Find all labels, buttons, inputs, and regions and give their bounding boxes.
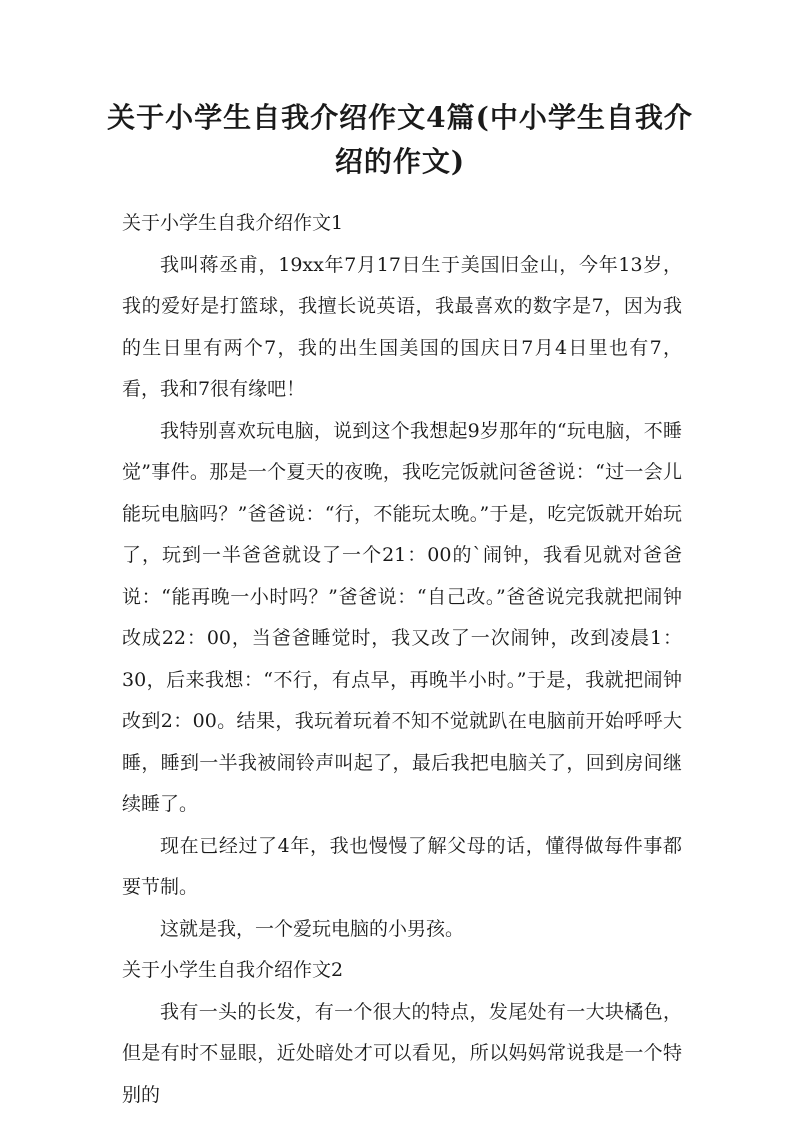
document-title: 关于小学生自我介绍作文4篇(中小学生自我介绍的作文) (107, 101, 693, 178)
paragraph: 现在已经过了4年，我也慢慢了解父母的话，懂得做每件事都要节制。 (122, 834, 682, 898)
paragraph: 这就是我，一个爱玩电脑的小男孩。 (160, 917, 465, 940)
paragraph: 我有一头的长发，有一个很大的特点，发尾处有一大块橘色，但是有时不显眼，近处暗处才可以看见，所以妈妈常说我是一个特别的 (122, 1000, 682, 1106)
document-body (122, 203, 682, 1116)
paragraph: 我叫蒋丞甫，19xx年7月17日生于美国旧金山，今年13岁，我的爱好是打篮球，我擅长说英语，我最喜欢的数字是7，因为我的生日里有两个7，我的出生国美国的国庆日7月4日里也有7，看，我和7很有缘吧！ (122, 253, 682, 400)
essay-section-2 (122, 950, 682, 1116)
section-heading: 关于小学生自我介绍作文2 (122, 959, 344, 981)
paragraph: 我特别喜欢玩电脑，说到这个我想起9岁那年的“玩电脑，不睡觉”事件。那是一个夏天的夜晚，我吃完饭就问爸爸说：“过一会儿能玩电脑吗？”爸爸说：“行，不能玩太晚。”于是，吃完饭就开始玩了，玩到一半爸爸就设了一个21：00的`闹钟，我看见就对爸爸说：“能再晚一小时吗？”爸爸说：“自己改。”爸爸说完我就把闹钟改成22：00，当爸爸睡觉时，我又改了一次闹钟，改到凌晨1：30，后来我想：“不行，有点早，再晚半小时。”于是，我就把闹钟改到2：00。结果，我玩着玩着不知不觉就趴在电脑前开始呼呼大睡，睡到一半我被闹铃声叫起了，最后我把电脑关了，回到房间继续睡了。 (122, 419, 682, 815)
section-heading: 关于小学生自我介绍作文1 (122, 212, 344, 234)
essay-section-1 (122, 203, 682, 950)
